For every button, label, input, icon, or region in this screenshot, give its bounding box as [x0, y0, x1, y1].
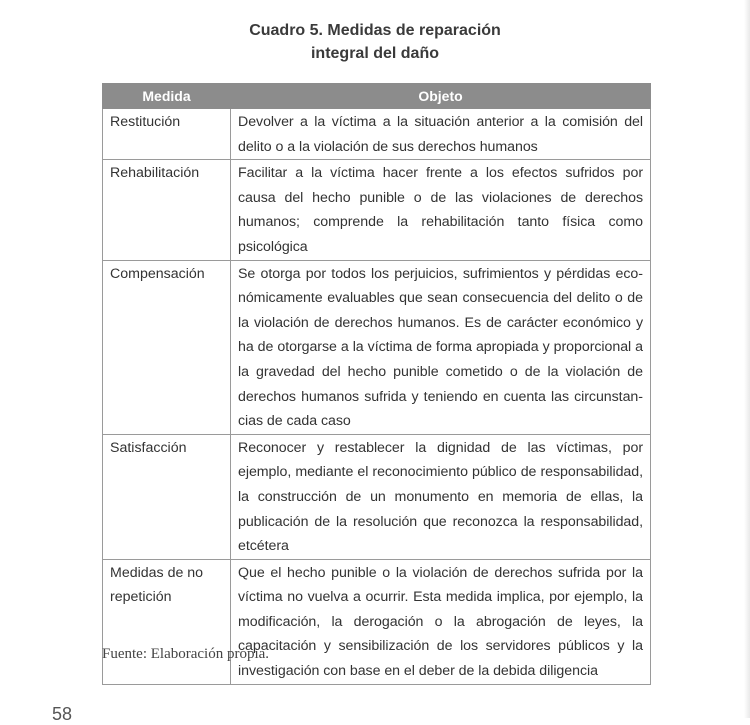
- medida-cell: Medidas de no repetición: [103, 559, 231, 684]
- objeto-cell: Reconocer y restablecer la dignidad de las víctimas, por ejemplo, mediante el reconocimiento público de responsabilidad, la construcción de un monumento en memoria de ellas, la publicación de la resolución que reconozca la responsabilidad, etcétera: [231, 434, 651, 559]
- objeto-cell: Que el hecho punible o la violación de derechos sufrida por la víctima no vuelva a ocurrir. Esta medida implica, por ejemplo, la modificación, la derogación o la abrogación de leyes, la capacitación y sensibilización de los servidores públicos y la investigación con base en el deber de la debida diligencia: [231, 559, 651, 684]
- objeto-cell: Se otorga por todos los perjuicios, sufrimientos y pérdidas económicamente evaluables que sean consecuencia del delito o de la violación de derechos humanos. Es de carácter económico y ha de otorgarse a la víctima de forma apropiada y proporcional a la gravedad del hecho punible cometido o de la violación de derechos humanos sufrida y teniendo en cuenta las circunstancias de cada caso: [231, 260, 651, 434]
- medida-cell: Rehabilitación: [103, 160, 231, 260]
- objeto-cell: Devolver a la víctima a la situación anterior a la comisión del delito o a la violación de sus derechos humanos: [231, 109, 651, 160]
- header-objeto: Objeto: [231, 84, 651, 109]
- table-header-row: [103, 84, 651, 109]
- medida-cell: Restitución: [103, 109, 231, 160]
- table-row: [103, 260, 651, 434]
- source-note: Fuente: Elaboración propia.: [102, 646, 270, 662]
- table-caption: [0, 19, 750, 65]
- caption-line-2: integral del daño: [310, 45, 439, 62]
- medida-cell: Satisfacción: [103, 434, 231, 559]
- medida-cell: Compensación: [103, 260, 231, 434]
- table-row: [103, 434, 651, 559]
- table-row: [103, 109, 651, 160]
- caption-line-1: Cuadro 5. Medidas de reparación: [249, 22, 501, 39]
- header-medida: Medida: [103, 84, 231, 109]
- page-edge: [744, 0, 750, 718]
- table-row: [103, 559, 651, 684]
- page-number: 58: [52, 704, 73, 724]
- reparation-measures-table: [102, 83, 651, 685]
- table-row: [103, 160, 651, 260]
- objeto-cell: Facilitar a la víctima hacer frente a los efectos sufridos por causa del hecho punible o de las violaciones de derechos humanos; comprende la rehabilitación tanto física como psicológica: [231, 160, 651, 260]
